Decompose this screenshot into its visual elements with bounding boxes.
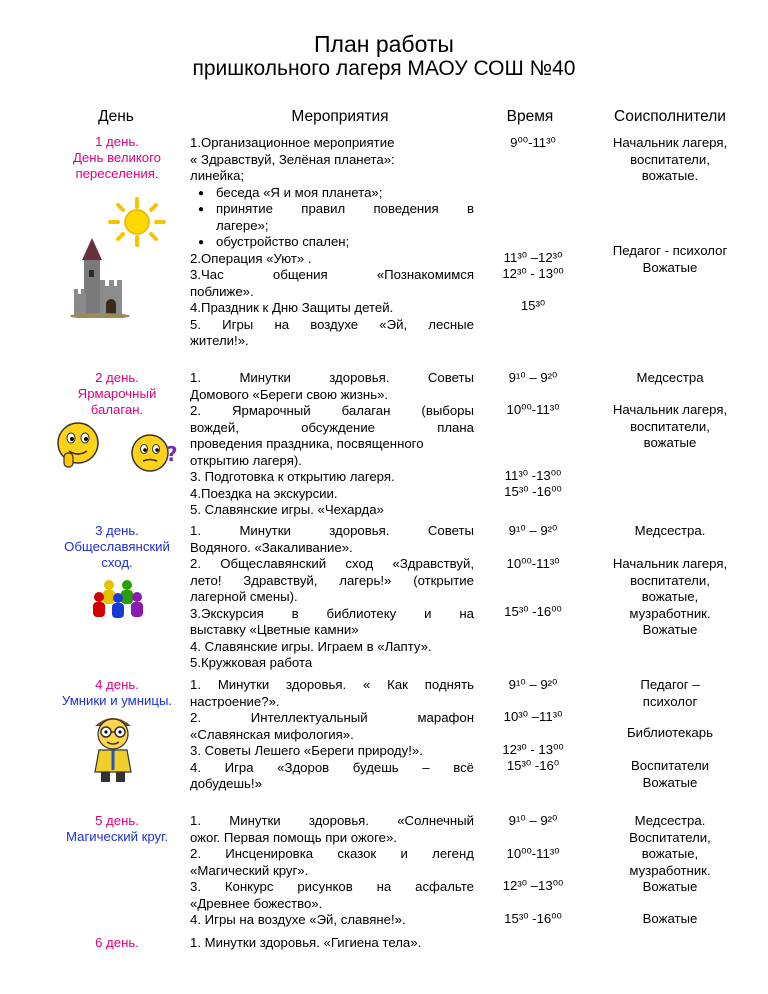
day-2-label: 2 день. Ярмарочный балаган. [77,370,157,417]
smiley-icon [54,421,102,471]
co-executors: Библиотекарь [627,725,713,740]
time-slot: 9¹⁰ – 9²⁰ [508,523,558,538]
co-executors: Педагог - психолог Вожатые [612,243,728,275]
day-4-activities: 1. Минутки здоровья. « Как поднять настроение?». 2. Интеллектуальный марафон «Славянская мифология». 3. Советы Лешего «Береги природу!». 4. Игра «Здоров будешь – всё добудешь!» [190,677,474,791]
day-4-label: 4 день. Умники и умницы. [61,677,173,708]
day-2-activities: 1. Минутки здоровья. Советы Домового «Береги свою жизнь». 2. Ярмарочный балаган (выборы вождей, обсуждение плана проведения праздника, посвященного открытию лагеря). 3. Подготовка к открытию лагеря. 4.Поездка на экскурсии. 5. Славянские игры. «Чехарда» [190,370,474,517]
time-slot: 9¹⁰ – 9²⁰ [508,813,558,828]
time-slot: 15³⁰ -16⁰⁰ [504,484,562,499]
header-co-executors: Соисполнители [614,108,726,125]
time-slot: 12³⁰ –13⁰⁰ [502,878,564,893]
time-slot: 10⁰⁰-11³⁰ [506,402,560,417]
time-slot: 9¹⁰ – 9²⁰ [508,370,558,385]
day-1-activities: 1.Организационное мероприятие « Здравствуй, Зелёная планета»: линейка; ● беседа «Я и моя планета»; ● принятие правил поведения в лагере»; ● обустройство спален; 2.Операция «Уют» . 3.Час общения «Познакомимся поближе». 4.Праздник к Дню Защиты детей. 5. Игры на воздухе «Эй, лесные жители!». [190,135,474,350]
header-time: Время [506,108,554,125]
time-slot: 12³⁰ - 13⁰⁰ [502,742,564,757]
svg-text:?: ? [166,442,178,466]
day-6-activities: 1. Минутки здоровья. «Гигиена тела». [190,935,422,950]
castle-icon [70,238,130,318]
time-slot: 15³⁰ -16⁰⁰ [504,604,562,619]
co-executors: Начальник лагеря, воспитатели, вожатые. [612,135,728,183]
header-day: День [98,108,134,125]
time-slot: 15³⁰ [520,298,546,313]
time-slot: 11³⁰ -13⁰⁰ [504,468,562,483]
time-slot: 11³⁰ –12³⁰ [503,250,563,265]
day-6-label: 6 день. [95,935,139,950]
co-executors: Медсестра. [634,523,706,538]
co-executors: Начальник лагеря, воспитатели, вожатые [612,402,728,450]
time-slot: 15³⁰ -16⁰ [506,758,560,773]
co-executors: Вожатые [642,622,698,637]
day-5-label: 5 день. Магический круг. [65,813,169,844]
people-group-icon [89,578,149,620]
thinking-smiley-icon [130,431,180,475]
time-slot: 9¹⁰ – 9²⁰ [508,677,558,692]
co-executors: Педагог – психолог [640,677,700,709]
time-slot: 9⁰⁰-11³⁰ [510,135,556,150]
time-slot: 10⁰⁰-11³⁰ [506,556,560,571]
co-executors: Вожатые [642,911,698,926]
co-executors: Начальник лагеря, воспитатели, вожатые, музработник. [612,556,728,621]
day-5-activities: 1. Минутки здоровья. «Солнечный ожог. Первая помощь при ожоге». 2. Инсценировка сказок и легенд «Магический круг». 3. Конкурс рисунков на асфальте «Древнее божество». 4. Игры на воздухе «Эй, славяне!». [190,813,474,927]
time-slot: 12³⁰ - 13⁰⁰ [502,266,564,281]
day-3-label: 3 день. Общеславянский сход. [64,523,170,570]
time-slot: 15³⁰ -16⁰⁰ [504,911,562,926]
co-executors: Медсестра. Воспитатели, вожатые, музработник. Вожатые [629,813,711,894]
co-executors: Воспитатели Вожатые [630,758,710,790]
day-1-label: 1 день. День великого переселения. [72,134,161,181]
header-activities: Мероприятия [291,108,389,125]
page-title: План работы [314,31,454,57]
day-3-activities: 1. Минутки здоровья. Советы Водяного. «Закаливание». 2. Общеславянский сход «Здравствуй, лето! Здравствуй, лагерь!» (открытие лагерной смены). 3.Экскурсия в библиотеку и на выставку «Цветные камни» 4. Славянские игры. Играем в «Лапту». 5.Кружковая работа [190,523,474,670]
professor-icon [85,712,141,784]
page-subtitle: пришкольного лагеря МАОУ СОШ №40 [192,57,576,80]
time-slot: 10⁰⁰-11³⁰ [506,846,560,861]
co-executors: Медсестра [636,370,704,385]
time-slot: 10³⁰ –11³⁰ [503,709,563,724]
